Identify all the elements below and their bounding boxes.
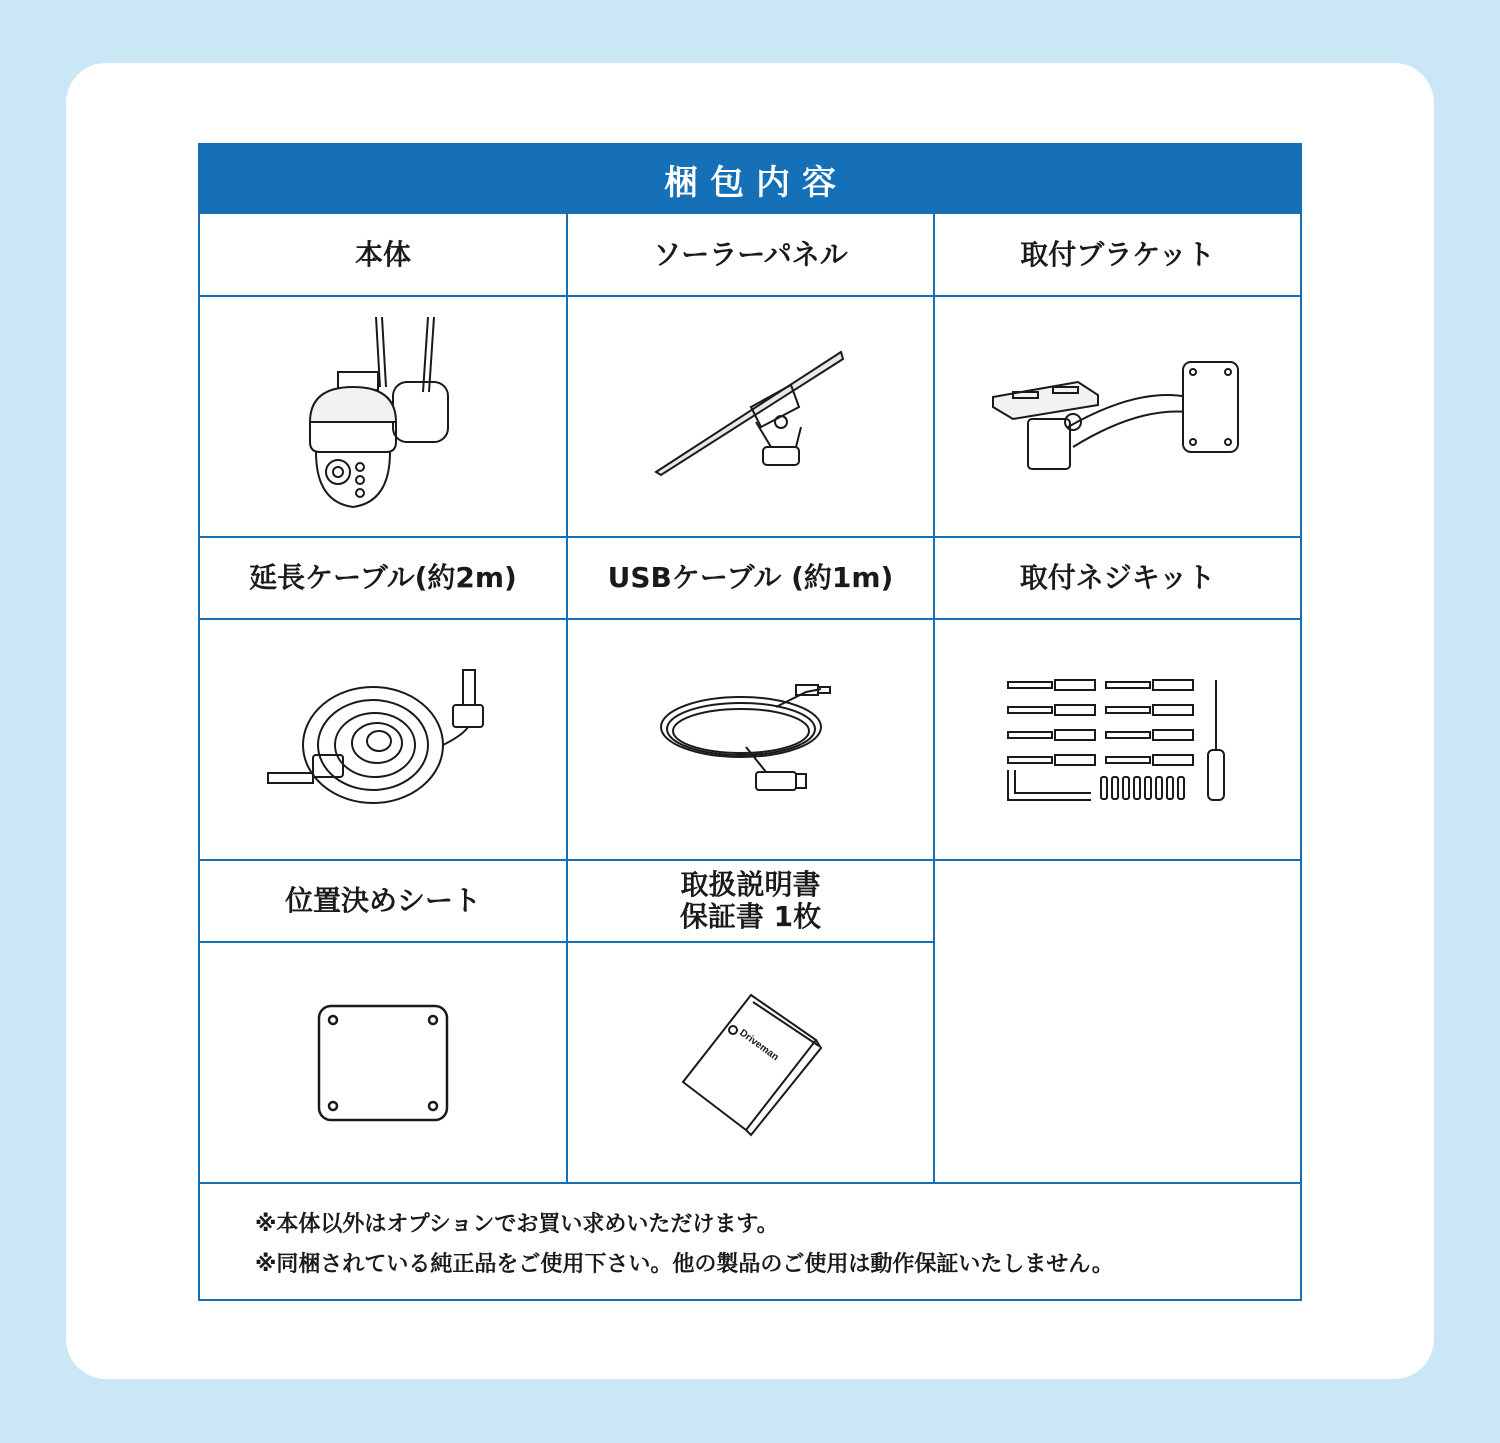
item-label-camera: 本体: [354, 237, 411, 271]
package-contents-table: [198, 143, 1302, 1301]
extension-cable-icon: [200, 620, 566, 859]
camera-icon: [200, 297, 566, 536]
manual-label-line1: 取扱説明書: [680, 868, 821, 901]
item-label-solar-panel: ソーラーパネル: [653, 237, 848, 271]
solar-panel-icon: [568, 297, 933, 536]
manual-label-line2: 保証書 1枚: [679, 900, 822, 933]
manual-icon: [568, 943, 933, 1182]
screw-kit-icon: [935, 620, 1300, 859]
manual-brand-text: Driveman: [736, 1027, 781, 1064]
item-label-manual: [568, 861, 933, 941]
note-line: ※同梱されている純正品をご使用下さい。他の製品のご使用は動作保証いたしません。: [255, 1252, 1114, 1277]
item-label-positioning-sheet: 位置決めシート: [284, 884, 481, 917]
item-label-extension-cable: 延長ケーブル(約2m): [249, 561, 517, 594]
notes: [255, 1205, 1114, 1285]
item-label-screw-kit: 取付ネジキット: [1019, 561, 1216, 594]
bracket-icon: [935, 297, 1300, 536]
note-line: ※本体以外はオプションでお買い求めいただけます。: [255, 1212, 779, 1237]
usb-cable-icon: [568, 620, 933, 859]
table-title: 梱包内容: [200, 145, 1300, 214]
item-label-usb-cable: USBケーブル (約1m): [607, 561, 894, 594]
positioning-sheet-icon: [200, 943, 566, 1182]
divider: [200, 1182, 1300, 1184]
item-label-bracket: 取付ブラケット: [1020, 237, 1215, 271]
